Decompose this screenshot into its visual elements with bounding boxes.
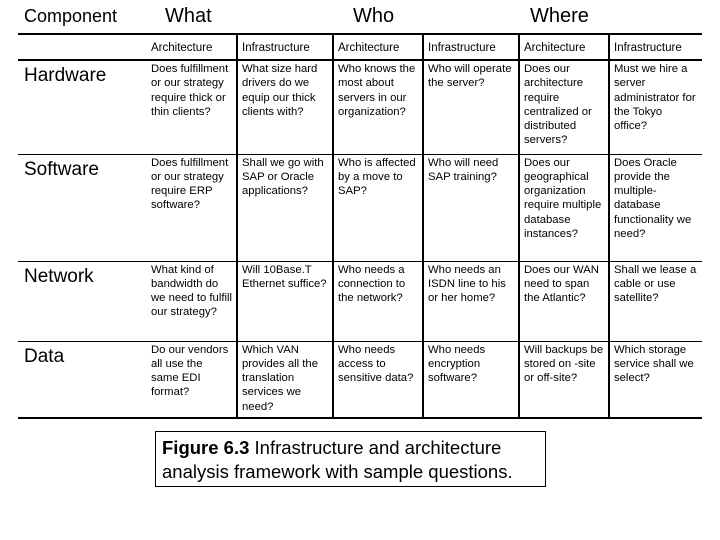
table-cell: Which storage service shall we select? <box>614 343 694 385</box>
framework-table <box>18 33 702 419</box>
table-cell: Does fulfillment or our strategy require thick or thin clients? <box>147 60 237 154</box>
table-cell: What kind of bandwidth do we need to fulfill our strategy? <box>147 261 237 341</box>
table-cell: Does fulfillment or our strategy require ERP software? <box>147 154 237 261</box>
subheader-what-infrastructure: Infrastructure <box>237 34 333 60</box>
row-label-network: Network <box>18 261 147 341</box>
row-label-hardware: Hardware <box>18 60 147 154</box>
table-cell: Does our architecture require centralized or distributed servers? <box>519 60 609 154</box>
table-cell: Will 10Base.T Ethernet suffice? <box>237 261 333 341</box>
table-cell: Which VAN provides all the translation services we need? <box>237 341 333 418</box>
table-cell: Who needs encryption software? <box>423 341 519 418</box>
row-label-software: Software <box>18 154 147 261</box>
header-where: Where <box>530 5 589 27</box>
figure-caption <box>155 431 546 487</box>
header-component: Component <box>24 6 118 26</box>
subheader-blank <box>18 34 147 60</box>
table-cell: Who needs access to sensitive data? <box>333 341 423 418</box>
table-cell: Will backups be stored on -site or off-site? <box>519 341 609 418</box>
table-cell: Who will operate the server? <box>423 60 519 154</box>
subheader-who-infrastructure: Infrastructure <box>423 34 519 60</box>
table-row <box>18 60 702 154</box>
subheader-row <box>18 34 702 60</box>
subheader-where-architecture: Architecture <box>519 34 609 60</box>
table-cell: Who will need SAP training? <box>423 154 519 261</box>
subheader-who-architecture: Architecture <box>333 34 423 60</box>
table-cell: Who needs a connection to the network? <box>333 261 423 341</box>
table-cell: Do our vendors all use the same EDI format? <box>147 341 237 418</box>
subheader-what-architecture: Architecture <box>147 34 237 60</box>
table-cell: Who knows the most about servers in our organization? <box>333 60 423 154</box>
table-cell: Must we hire a server administrator for the Tokyo office? <box>609 60 702 154</box>
table-cell: Does our geographical organization require multiple database instances? <box>519 154 609 261</box>
table-cell: Who needs an ISDN line to his or her home? <box>423 261 519 341</box>
subheader-where-infrastructure: Infrastructure <box>609 34 702 60</box>
table-cell: Does our WAN need to span the Atlantic? <box>519 261 609 341</box>
table-cell: Who is affected by a move to SAP? <box>333 154 423 261</box>
row-label-data: Data <box>24 345 65 367</box>
table-row <box>18 154 702 261</box>
header-what: What <box>165 5 212 27</box>
table-cell: Does Oracle provide the multiple-database functionality we need? <box>609 154 702 261</box>
figure-caption-text: Infrastructure and architecture analysis framework with sample questions. <box>162 437 513 482</box>
table-cell: What size hard drivers do we equip our thick clients with? <box>237 60 333 154</box>
table-cell: Shall we go with SAP or Oracle applications? <box>237 154 333 261</box>
table-row <box>18 341 702 418</box>
table-cell: Shall we lease a cable or use satellite? <box>609 261 702 341</box>
figure-number: Figure 6.3 <box>162 437 250 458</box>
table-row <box>18 261 702 341</box>
header-who: Who <box>353 5 395 27</box>
